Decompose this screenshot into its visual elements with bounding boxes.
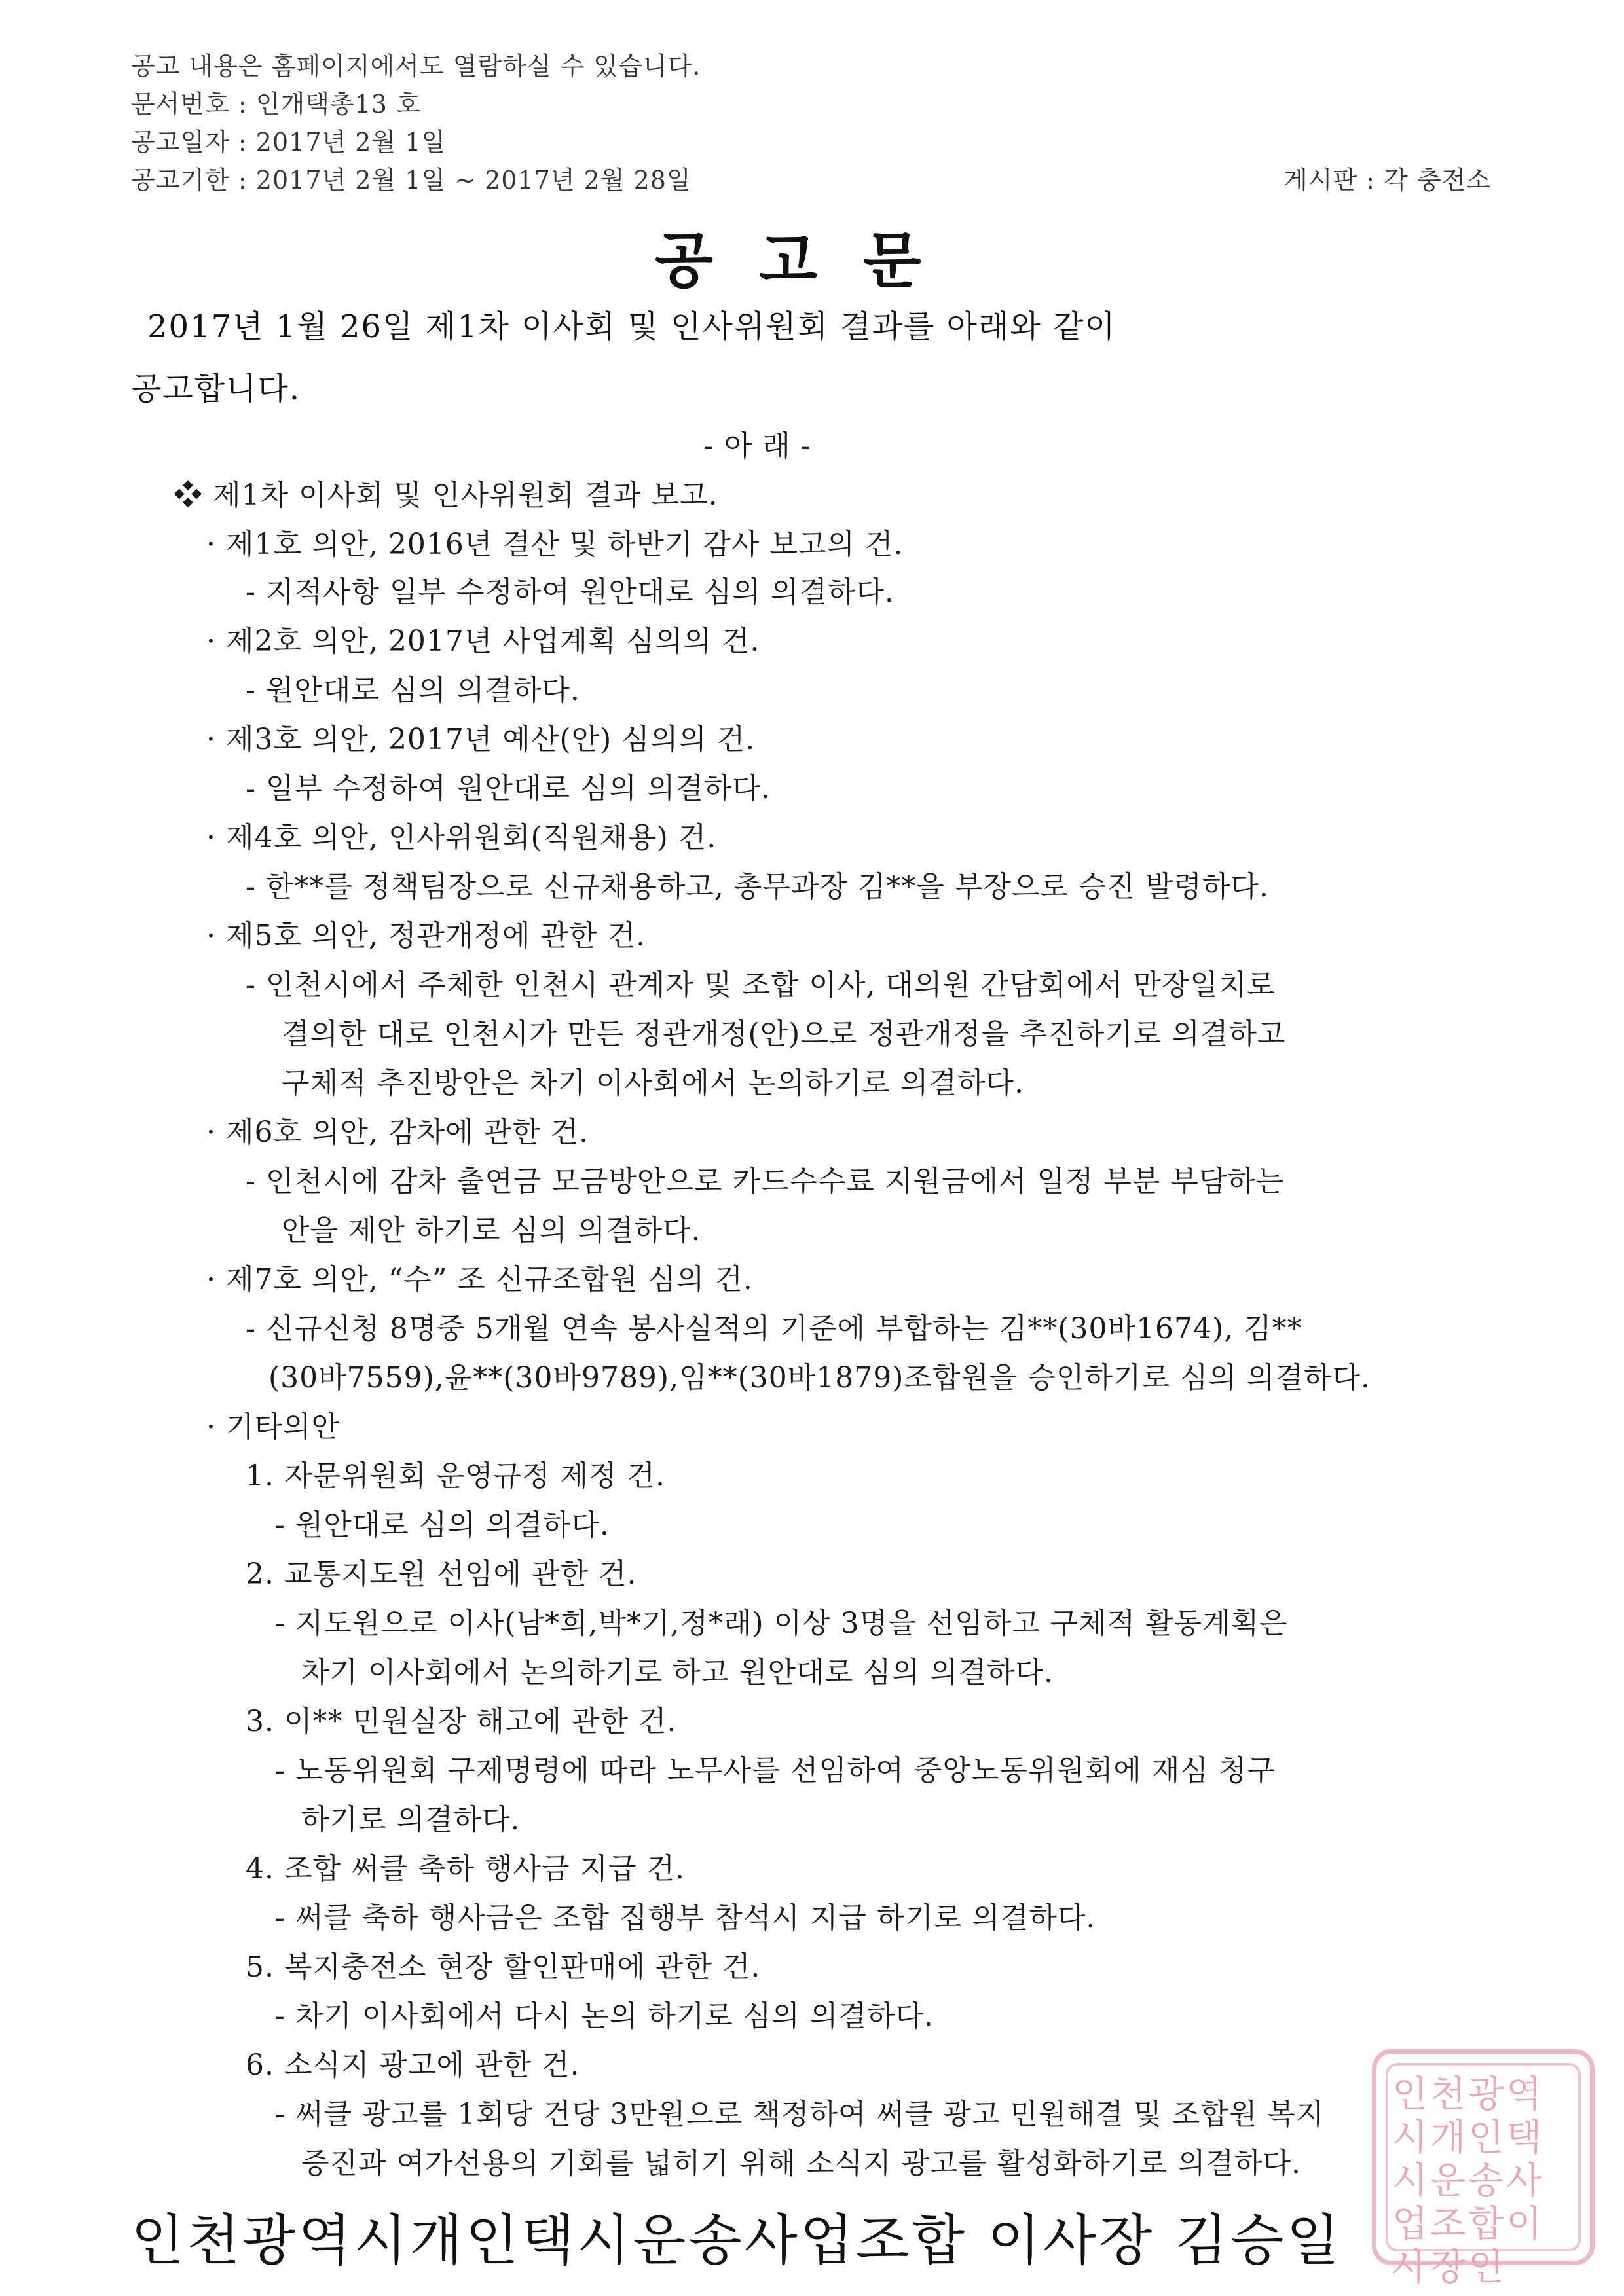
etc-item-4-title: 4. 조합 써클 축하 행사금 지급 건. [246, 1852, 685, 1886]
agenda-item-6-title: · 제6호 의안, 감차에 관한 건. [206, 1116, 589, 1149]
etc-item-1-title: 1. 자문위원회 운영규정 제정 건. [246, 1459, 665, 1493]
etc-item-6-line-2: 증진과 여가선용의 기회를 넓히기 위해 소식지 광고를 활성화하기로 의결하다. [301, 2147, 1302, 2180]
etc-item-5-title: 5. 복지충전소 현장 할인판매에 관한 건. [246, 1950, 761, 1984]
agenda-item-7-line-1: - 신규신청 8명중 5개월 연속 봉사실적의 기준에 부합하는 김**(30바1674), 김** [246, 1312, 1302, 1345]
etc-item-2-title: 2. 교통지도원 선임에 관한 건. [246, 1558, 637, 1591]
agenda-item-3-line-1: - 일부 수정하여 원안대로 심의 의결하다. [246, 772, 771, 805]
agenda-item-1-line-1: - 지적사항 일부 수정하여 원안대로 심의 의결하다. [246, 575, 895, 609]
document-number: 문서번호 : 인개택총13 호 [131, 90, 421, 118]
agenda-item-6-line-2: 안을 제안 하기로 심의 의결하다. [282, 1214, 701, 1247]
agenda-item-5-line-3: 구체적 추진방안은 차기 이사회에서 논의하기로 의결하다. [282, 1066, 1025, 1100]
agenda-item-6-line-1: - 인천시에 감차 출연금 모금방안으로 카드수수료 지원금에서 일정 부분 부담하는 [246, 1165, 1285, 1198]
etc-item-3-title: 3. 이** 민원실장 해고에 관한 건. [246, 1705, 677, 1738]
notice-board: 게시판 : 각 충전소 [1283, 166, 1491, 194]
etc-item-3-line-1: - 노동위원회 구제명령에 따라 노무사를 선임하여 중앙노동위원회에 재심 청구 [275, 1754, 1276, 1787]
etc-item-5-line-1: - 차기 이사회에서 다시 논의 하기로 심의 의결하다. [275, 1999, 934, 2033]
etc-item-2-line-2: 차기 이사회에서 논의하기로 하고 원안대로 심의 의결하다. [301, 1656, 1054, 1689]
etc-item-4-line-1: - 써클 축하 행사금은 조합 집행부 참석시 지급 하기로 의결하다. [275, 1901, 1096, 1935]
notice-homepage-note: 공고 내용은 홈페이지에서도 열람하실 수 있습니다. [131, 52, 701, 81]
seal-text: 인천광역시개인택시운송사업조합이사장인 [1392, 2073, 1545, 2289]
agenda-item-5-line-2: 결의한 대로 인천시가 만든 정관개정(안)으로 정관개정을 추진하기로 의결하고 [282, 1017, 1286, 1051]
agenda-item-5-line-1: - 인천시에서 주체한 인천시 관계자 및 조합 이사, 대의원 간담회에서 만장일치로 [246, 968, 1276, 1002]
etc-heading: · 기타의안 [206, 1410, 340, 1444]
etc-item-2-line-1: - 지도원으로 이사(남*희,박*기,정*래) 이상 3명을 선임하고 구체적 활동계획은 [275, 1607, 1288, 1640]
below-label: - 아 래 - [704, 429, 811, 463]
issuer-signature: 인천광역시개인택시운송사업조합 이사장 김승일 [131, 2208, 1342, 2272]
official-seal-stamp [1372, 2049, 1595, 2289]
section-heading: ❖ 제1차 이사회 및 인사위원회 결과 보고. [174, 479, 718, 512]
notice-date: 공고일자 : 2017년 2월 1일 [131, 128, 447, 156]
etc-item-3-line-2: 하기로 의결하다. [301, 1803, 521, 1836]
agenda-item-3-title: · 제3호 의안, 2017년 예산(안) 심의의 건. [206, 723, 756, 756]
etc-item-1-line-1: - 원안대로 심의 의결하다. [275, 1508, 610, 1542]
agenda-item-5-title: · 제5호 의안, 정관개정에 관한 건. [206, 919, 646, 953]
agenda-item-7-title: · 제7호 의안, “수” 조 신규조합원 심의 건. [206, 1263, 753, 1296]
agenda-item-7-line-2: (30바7559),윤**(30바9789),임**(30바1879)조합원을 승인하기로 심의 의결하다. [268, 1361, 1371, 1394]
intro-line-2: 공고합니다. [131, 371, 301, 407]
etc-item-6-line-1: - 써클 광고를 1회당 건당 3만원으로 책정하여 써클 광고 민원해결 및 조합원 복지 [275, 2098, 1325, 2131]
agenda-item-4-title: · 제4호 의안, 인사위원회(직원채용) 건. [206, 821, 717, 854]
agenda-item-4-line-1: - 한**를 정책팀장으로 신규채용하고, 총무과장 김**을 부장으로 승진 발령하다. [246, 870, 1269, 903]
intro-line-1: 2017년 1월 26일 제1차 이사회 및 인사위원회 결과를 아래와 같이 [147, 308, 1116, 345]
notice-period: 공고기한 : 2017년 2월 1일 ~ 2017년 2월 28일 [131, 166, 692, 194]
etc-item-6-title: 6. 소식지 광고에 관한 건. [246, 2049, 580, 2082]
page-title: 공고문 [655, 225, 967, 296]
agenda-item-1-title: · 제1호 의안, 2016년 결산 및 하반기 감사 보고의 건. [206, 528, 904, 561]
agenda-item-2-line-1: - 원안대로 심의 의결하다. [246, 674, 580, 707]
agenda-item-2-title: · 제2호 의안, 2017년 사업계획 심의의 건. [206, 625, 760, 658]
